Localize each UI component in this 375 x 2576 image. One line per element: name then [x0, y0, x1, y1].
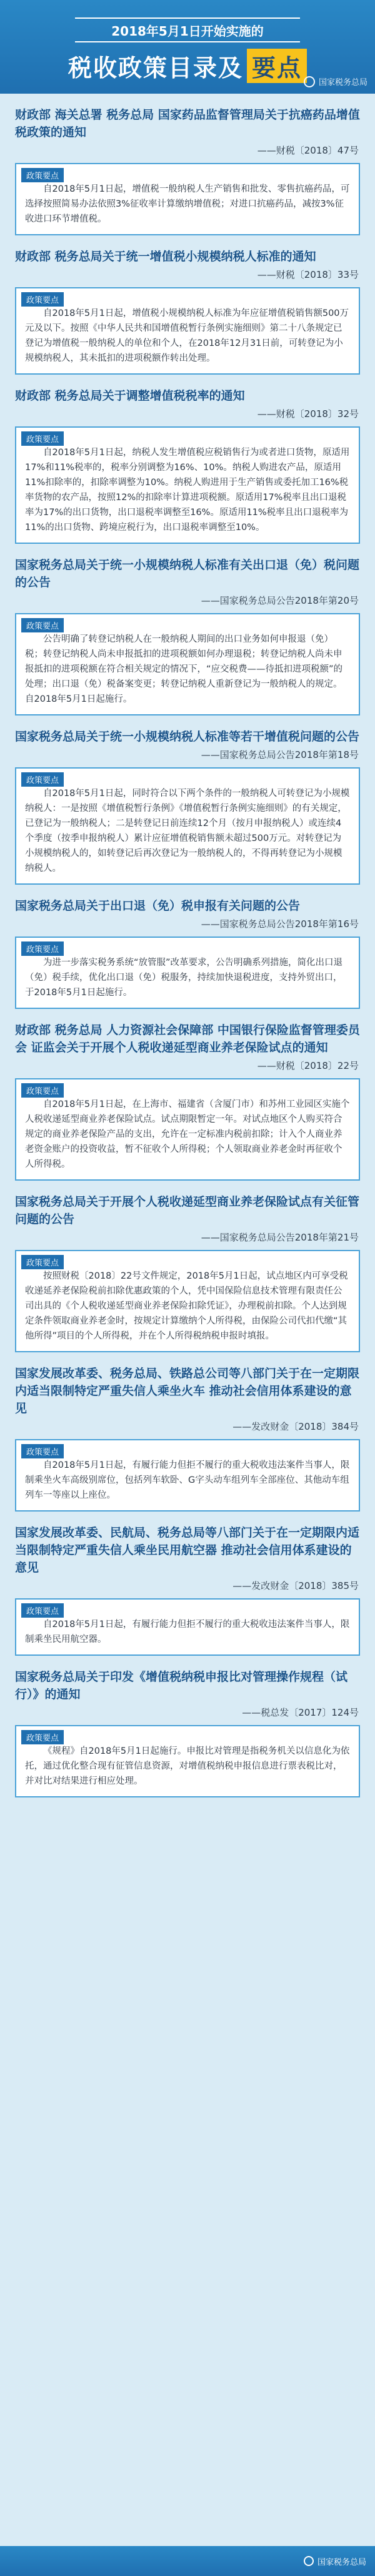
footer-logo-icon: [304, 2556, 314, 2566]
policy-section: [11, 1193, 364, 1352]
policy-title: 国家发展改革委、税务总局、铁路总公司等八部门关于在一定期限内适当限制特定严重失信人乘坐火车 推动社会信用体系建设的意见: [15, 1367, 360, 1415]
policy-doc-number: ——国家税务总局公告2018年第16号: [201, 918, 359, 930]
policy-section: [11, 1668, 364, 1797]
policy-section: [11, 1524, 364, 1656]
key-points-text: 按照财税〔2018〕22号文件规定，2018年5月1日起，试点地区内可享受税收递延养老保险税前扣除优惠政策的个人，凭中国保险信息技术管理有限责任公司出具的《个人税收递延型商业养老保险扣除凭证》，办理税前扣除。个人达到规定条件领取商业养老金时，按规定计算缴纳个人所得税，由保险公司代扣代缴“其他所得”项目的个人所得税，并在个人所得税纳税申报时填报。: [25, 1271, 348, 1341]
policy-key-points-box: [15, 163, 360, 235]
key-points-badge: 政策要点: [21, 1730, 64, 1744]
policy-key-points-box: [15, 613, 360, 715]
policy-doc-number: ——财税〔2018〕33号: [257, 269, 359, 280]
policy-section: [11, 387, 364, 544]
title-highlight: 要点: [247, 49, 307, 83]
policy-title: 国家税务总局关于统一小规模纳税人标准有关出口退（免）税问题的公告: [15, 558, 360, 589]
footer-publisher: 国家税务总局: [317, 2557, 366, 2567]
policy-key-points-box: [15, 1725, 360, 1797]
key-points-badge: 政策要点: [21, 618, 64, 632]
key-points-text: 自2018年5月1日起，同时符合以下两个条件的一般纳税人可转登记为小规模纳税人：一是按照《增值税暂行条例》《增值税暂行条例实施细则》的有关规定，已登记为一般纳税人；二是转登记日前连续12个月（按月申报纳税人）或连续4个季度（按季申报纳税人）累计应征增值税销售额未超过500万元。对转登记为小规模纳税人的，如转登记后再次登记为一般纳税人的，不得再转登记为小规模纳税人。: [25, 789, 350, 873]
policy-doc-number: ——国家税务总局公告2018年第20号: [201, 595, 359, 606]
policy-title: 国家税务总局关于统一小规模纳税人标准等若干增值税问题的公告: [15, 730, 360, 744]
header-publisher: [304, 76, 368, 87]
policy-doc-number: ——国家税务总局公告2018年第21号: [201, 1232, 359, 1243]
policy-key-points-box: [15, 287, 360, 375]
page-header: [0, 0, 375, 94]
key-points-text: 自2018年5月1日起，增值税小规模纳税人标准为年应征增值税销售额500万元及以下。按照《中华人民共和国增值税暂行条例实施细则》第二十八条规定已登记为增值税一般纳税人的单位和个人，在2018年12月31日前，可转登记为小规模纳税人，其未抵扣的进项税额作转出处理。: [25, 308, 349, 363]
key-points-badge: 政策要点: [21, 941, 64, 956]
policy-key-points-box: [15, 426, 360, 544]
policy-section: [11, 728, 364, 885]
policy-section: [11, 106, 364, 235]
key-points-badge: 政策要点: [21, 1444, 64, 1458]
key-points-badge: 政策要点: [21, 1083, 64, 1098]
key-points-badge: 政策要点: [21, 431, 64, 446]
policy-list: [0, 94, 375, 1797]
policy-doc-number: ——发改财金〔2018〕384号: [232, 1421, 359, 1432]
key-points-text: 自2018年5月1日起，纳税人发生增值税应税销售行为或者进口货物，原适用17%和11%税率的，税率分别调整为16%、10%。纳税人购进农产品，原适用11%扣除率的，扣除率调整为10%。纳税人购进用于生产销售或委托加工16%税率货物的农产品，按照12%的扣除率计算进项税额。原适用17%税率且出口退税率为17%的出口货物，出口退税率调整至16%。原适用11%税率且出口退税率为11%的出口货物、跨境应税行为，出口退税率调整至10%。: [25, 448, 350, 533]
header-subtitle: 2018年5月1日开始实施的: [75, 17, 300, 42]
key-points-text: 自2018年5月1日起，有履行能力但拒不履行的重大税收违法案件当事人，限制乘坐火车高级别席位，包括列车软卧、G字头动车组列车全部座位、其他动车组列车一等座以上座位。: [25, 1460, 350, 1500]
policy-title: 国家发展改革委、民航局、税务总局等八部门关于在一定期限内适当限制特定严重失信人乘坐民用航空器 推动社会信用体系建设的意见: [15, 1526, 360, 1575]
policy-title: 财政部 税务总局关于统一增值税小规模纳税人标准的通知: [15, 250, 316, 263]
key-points-badge: 政策要点: [21, 772, 64, 787]
policy-title: 国家税务总局关于出口退（免）税申报有关问题的公告: [15, 899, 301, 913]
key-points-text: 自2018年5月1日起，在上海市、福建省（含厦门市）和苏州工业园区实施个人税收递延型商业养老保险试点。试点期限暂定一年。对试点地区个人购买符合规定的商业养老保险产品的支出，允许在一定标准内税前扣除；计入个人商业养老资金账户的投资收益，暂不征收个人所得税；个人领取商业养老金时再征收个人所得税。: [25, 1099, 350, 1169]
policy-title: 财政部 海关总署 税务总局 国家药品监督管理局关于抗癌药品增值税政策的通知: [15, 108, 360, 139]
policy-section: [11, 248, 364, 375]
key-points-text: 公告明确了转登记纳税人在一般纳税人期间的出口业务如何申报退（免）税；转登记纳税人尚未申报抵扣的进项税额如何办理退税；转登记纳税人尚未申报抵扣的进项税额在符合相关规定的情况下，“应交税费——待抵扣进项税额”的处理；出口退（免）税备案变更；转登记纳税人重新登记为一般纳税人的规定。自2018年5月1日起施行。: [25, 634, 343, 704]
policy-doc-number: ——财税〔2018〕47号: [257, 145, 359, 156]
policy-title: 国家税务总局关于印发《增值税纳税申报比对管理操作规程（试行）》的通知: [15, 1670, 348, 1701]
policy-key-points-box: [15, 1078, 360, 1181]
key-points-badge: 政策要点: [21, 292, 64, 307]
key-points-badge: 政策要点: [21, 168, 64, 182]
policy-section: [11, 556, 364, 715]
policy-section: [11, 1021, 364, 1181]
policy-key-points-box: [15, 1250, 360, 1352]
policy-doc-number: ——税总发〔2017〕124号: [242, 1707, 359, 1718]
key-points-text: 为进一步落实税务系统“放管服”改革要求，公告明确系列措施，简化出口退（免）税手续，优化出口退（免）税服务，持续加快退税进度，支持外贸出口，于2018年5月1日起施行。: [25, 958, 343, 998]
policy-key-points-box: [15, 1439, 360, 1512]
policy-doc-number: ——财税〔2018〕32号: [257, 408, 359, 420]
title-main: 税收政策目录及: [68, 54, 243, 82]
policy-doc-number: ——财税〔2018〕22号: [257, 1060, 359, 1071]
publisher-text: 国家税务总局: [318, 78, 368, 87]
policy-key-points-box: [15, 767, 360, 885]
tax-bureau-logo-icon: [304, 76, 315, 87]
policy-key-points-box: [15, 937, 360, 1009]
policy-title: 国家税务总局关于开展个人税收递延型商业养老保险试点有关征管问题的公告: [15, 1195, 360, 1226]
policy-doc-number: ——国家税务总局公告2018年第18号: [201, 749, 359, 760]
policy-title: 财政部 税务总局关于调整增值税税率的通知: [15, 389, 245, 403]
policy-title: 财政部 税务总局 人力资源社会保障部 中国银行保险监督管理委员会 证监会关于开展个人税收递延型商业养老保险试点的通知: [15, 1023, 360, 1054]
policy-section: [11, 897, 364, 1009]
key-points-badge: 政策要点: [21, 1255, 64, 1269]
key-points-text: 自2018年5月1日起，有履行能力但拒不履行的重大税收违法案件当事人，限制乘坐民用航空器。: [25, 1620, 350, 1644]
policy-doc-number: ——发改财金〔2018〕385号: [232, 1580, 359, 1591]
policy-key-points-box: [15, 1598, 360, 1656]
key-points-text: 《规程》自2018年5月1日起施行。申报比对管理是指税务机关以信息化为依托，通过优化整合现有征管信息资源，对增值税纳税申报信息进行票表税比对，并对比对结果进行相应处理。: [25, 1746, 350, 1786]
policy-section: [11, 1365, 364, 1512]
page-footer: [0, 2546, 375, 2576]
key-points-badge: 政策要点: [21, 1603, 64, 1618]
key-points-text: 自2018年5月1日起，增值税一般纳税人生产销售和批发、零售抗癌药品，可选择按照简易办法依照3%征收率计算缴纳增值税；对进口抗癌药品，减按3%征收进口环节增值税。: [25, 184, 350, 224]
